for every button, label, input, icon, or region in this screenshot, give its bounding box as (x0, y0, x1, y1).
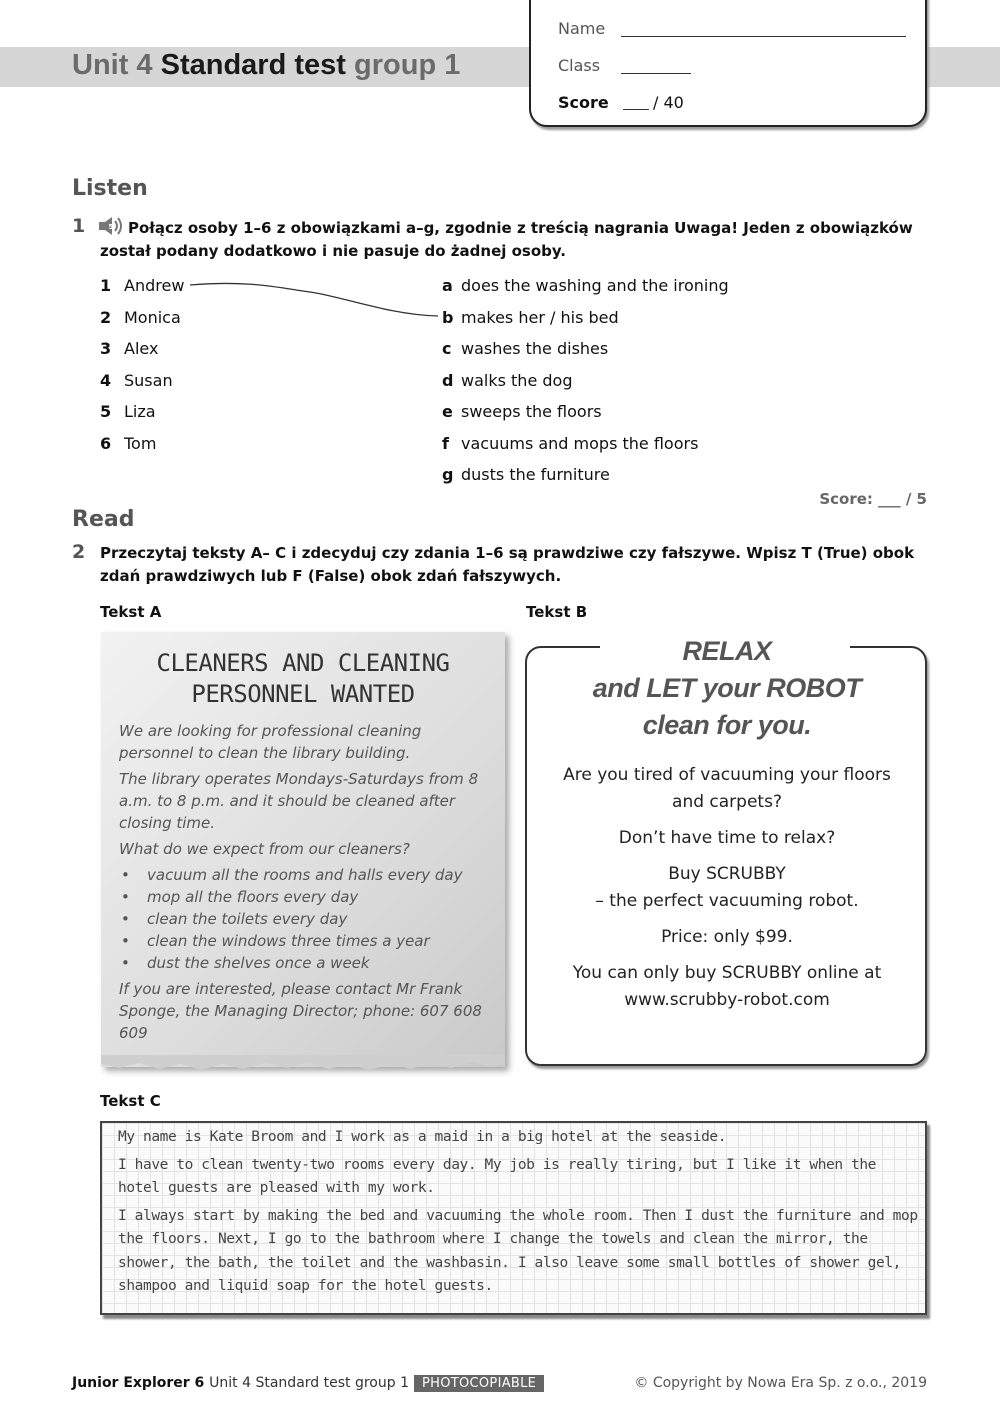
name-field[interactable] (621, 36, 906, 37)
text-b-body (527, 762, 927, 1023)
text-c-paragraph: I have to clean twenty-two rooms every day. My job is really tiring, but I like it when the hotel guests are pleased with my work. (118, 1156, 877, 1196)
title-unit: Unit 4 (72, 49, 153, 81)
audio-speaker-icon[interactable] (98, 215, 124, 237)
chore-item[interactable] (442, 396, 729, 428)
person-name: Monica (124, 307, 181, 327)
text-a-contact: If you are interested, please contact Mr Frank Sponge, the Managing Director; phone: 607 608 609 (119, 980, 482, 1042)
text-b-paragraph: Don’t have time to relax? (618, 828, 836, 848)
person-number: 3 (100, 339, 112, 358)
score-field[interactable] (623, 109, 649, 110)
chore-letter: a (442, 276, 453, 295)
text-b-price: Price: only $99. (661, 927, 793, 947)
page-title (72, 49, 460, 82)
example-match-line (190, 280, 440, 320)
text-b-website: www.scrubby-robot.com (624, 990, 830, 1010)
name-label: Name (558, 19, 606, 38)
people-list (100, 270, 184, 459)
person-item[interactable] (100, 365, 184, 397)
person-item[interactable] (100, 396, 184, 428)
exercise-1-score: Score: ___ / 5 (819, 490, 927, 508)
score-total: / 40 (653, 93, 684, 112)
footer-book-title: Junior Explorer 6 (72, 1375, 205, 1391)
text-c-label: Tekst C (100, 1092, 161, 1110)
chore-letter: g (442, 465, 454, 484)
exercise-1-text: Połącz osoby 1–6 z obowiązkami a–g, zgodnie z treścią nagrania Uwaga! Jeden z obowiązków został podany dodatkowo i nie pasuje do żadnej osoby. (100, 219, 913, 260)
text-a-paragraph: We are looking for professional cleaning personnel to clean the library building. (119, 722, 422, 762)
chores-list (442, 270, 729, 491)
chore-item[interactable] (442, 365, 729, 397)
chore-item[interactable] (442, 428, 729, 460)
chore-letter: b (442, 307, 454, 327)
chore-letter: d (442, 370, 454, 390)
text-b-robot: – the perfect vacuuming robot. (595, 891, 859, 911)
person-name: Liza (124, 402, 156, 421)
chore-letter: f (442, 433, 449, 453)
photocopiable-badge: PHOTOCOPIABLE (414, 1375, 544, 1392)
footer-unit: Unit 4 Standard test group 1 (209, 1375, 409, 1391)
exercise-2-number: 2 (72, 541, 86, 563)
text-b-title-line3: clean for you. (642, 710, 812, 740)
score-label: Score (558, 93, 609, 112)
exercise-2-instruction: Przeczytaj teksty A– C i zdecyduj czy zdania 1–6 są prawdziwe czy fałszywe. Wpisz T (True) obok zdań prawdziwych lub F (False) obok zdań fałszywych. (100, 544, 915, 585)
chore-text: sweeps the floors (461, 402, 602, 421)
exercise-1-instruction (100, 215, 940, 263)
person-name: Susan (124, 370, 173, 390)
class-field[interactable] (621, 73, 691, 74)
footer-book (72, 1375, 409, 1391)
person-item[interactable] (100, 333, 184, 365)
text-a-title-line1: CLEANERS AND CLEANING (156, 649, 450, 677)
text-a-label: Tekst A (100, 603, 162, 621)
duty-item: • clean the windows three times a year (119, 930, 489, 952)
person-number: 6 (100, 433, 112, 453)
text-b-title-line2: and LET your ROBOT (592, 673, 862, 703)
track-number: 5 (108, 223, 114, 231)
text-b-title (527, 633, 927, 744)
text-a-body (119, 720, 489, 1048)
chore-item[interactable] (442, 270, 729, 302)
person-number: 2 (100, 307, 112, 327)
chore-text: walks the dog (461, 370, 573, 390)
text-b-label: Tekst B (526, 603, 588, 621)
chore-text: washes the dishes (461, 339, 609, 358)
text-a-title-line2: PERSONNEL WANTED (191, 680, 415, 708)
text-b-online: You can only buy SCRUBBY online at (572, 963, 882, 983)
title-group: group 1 (354, 49, 461, 81)
text-b-paragraph: Are you tired of vacuuming your floors and carpets? (563, 765, 891, 812)
text-a-duties-list (119, 864, 489, 974)
text-b-buy: Buy SCRUBBY (668, 864, 786, 884)
text-a-paragraph: The library operates Mondays-Saturdays from 8 a.m. to 8 p.m. and it should be cleaned after closing time. (119, 770, 479, 832)
person-name: Tom (124, 433, 157, 453)
chore-text: vacuums and mops the floors (461, 433, 699, 453)
chore-text: makes her / his bed (461, 307, 619, 327)
copyright: © Copyright by Nowa Era Sp. z o.o., 2019 (634, 1375, 927, 1391)
text-c-body (118, 1126, 918, 1303)
duty-item: • vacuum all the rooms and halls every day (119, 864, 489, 886)
chore-letter: c (442, 339, 452, 358)
exercise-1-number: 1 (72, 215, 86, 237)
person-name: Andrew (124, 276, 185, 295)
chore-item[interactable] (442, 302, 729, 334)
duty-item: • clean the toilets every day (119, 908, 489, 930)
chore-text: does the washing and the ironing (461, 276, 729, 295)
class-label: Class (558, 56, 601, 75)
text-b-paragraph (527, 861, 927, 915)
chore-letter: e (442, 402, 453, 421)
text-c-paragraph: I always start by making the bed and vacuuming the whole room. Then I dust the furniture and mop the floors. Next, I go to the bathroom where I change the towels and clean the mirror, the shower, the bath, the toilet and the washbasin. I also leave some small bottles of shower gel, shampoo and liquid soap for the hotel guests. (118, 1207, 918, 1294)
chore-text: dusts the furniture (461, 465, 610, 484)
student-info-box (529, 0, 927, 127)
chore-item[interactable] (442, 459, 729, 491)
title-standard-test: Standard test (160, 49, 346, 81)
text-a-notice (101, 632, 505, 1067)
torn-paper-edge (101, 1055, 505, 1073)
chore-item[interactable] (442, 333, 729, 365)
text-a-title (101, 648, 505, 710)
text-a-paragraph: What do we expect from our cleaners? (119, 840, 410, 858)
duty-item: • mop all the floors every day (119, 886, 489, 908)
person-name: Alex (124, 339, 159, 358)
text-c-paragraph: My name is Kate Broom and I work as a maid in a big hotel at the seaside. (118, 1129, 727, 1145)
text-b-paragraph (527, 960, 927, 1014)
person-item[interactable] (100, 428, 184, 460)
text-b-title-line1: RELAX (682, 636, 772, 666)
person-number: 5 (100, 402, 112, 421)
person-item[interactable] (100, 302, 184, 334)
person-number: 1 (100, 276, 112, 295)
person-item[interactable] (100, 270, 184, 302)
person-number: 4 (100, 370, 112, 390)
read-heading: Read (72, 507, 135, 532)
duty-item: • dust the shelves once a week (119, 952, 489, 974)
listen-heading: Listen (72, 176, 148, 201)
